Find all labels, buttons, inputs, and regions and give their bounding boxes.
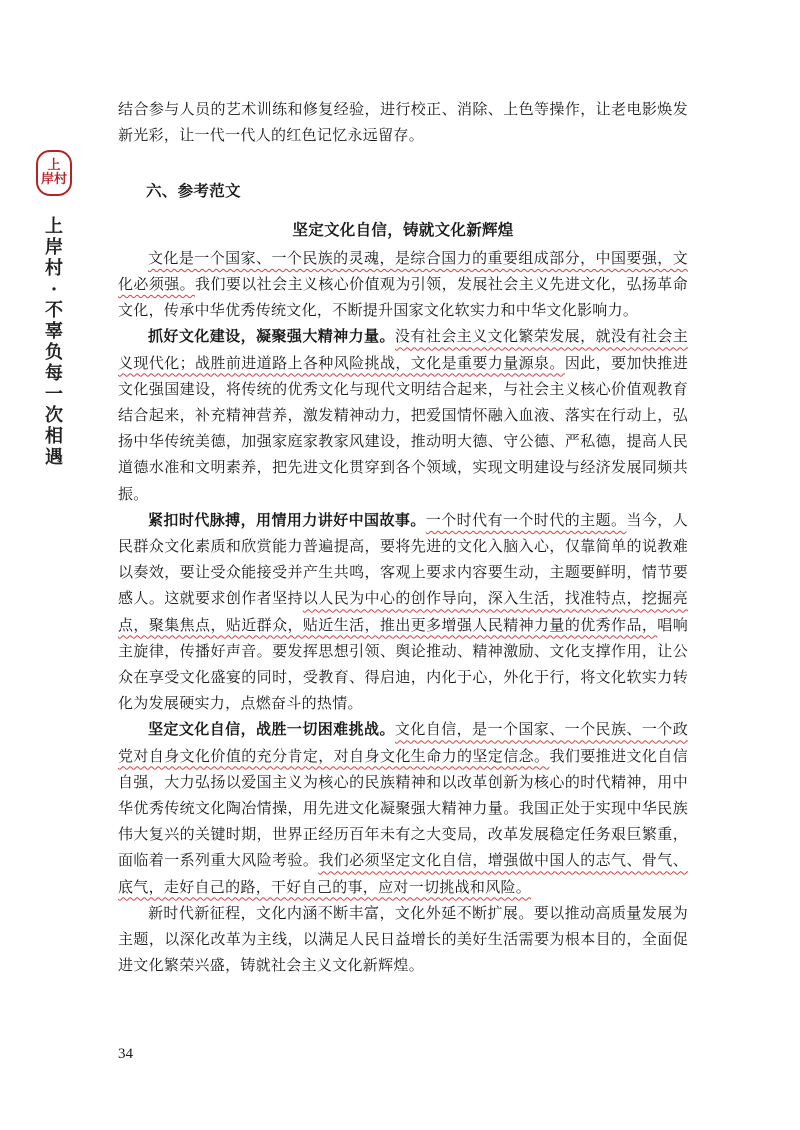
underlined-text: 文化自信，是一个国家、一个民族、一个政党对自身文化价值的充分肯定，对自身文化生命力的坚定信念。: [118, 720, 688, 765]
intro-paragraph: 结合参与人员的艺术训练和修复经验，进行校正、消除、上色等操作，让老电影焕发新光彩，让一代一代人的红色记忆永远留存。: [118, 100, 688, 145]
underlined-text: 文化是一个国家、一个民族的灵魂，是综合国力的重要组成部分，中国要强，文化必须强。: [118, 248, 688, 294]
paragraph-2: [118, 323, 688, 506]
vertical-char: 每: [45, 363, 63, 384]
page-content: [118, 96, 688, 979]
underlined-text: 以人民为中心的创作导向，深入生活，找准特点，挖掘亮点，聚集焦点，贴近群众，贴近生活，推出更多增强人民精神力量的优秀作品，: [118, 589, 688, 634]
vertical-char: 岸: [45, 237, 63, 258]
vertical-char: 次: [45, 405, 63, 426]
paragraph-5: 新时代新征程，文化内涵不断丰富，文化外延不断扩展。要以推动高质量发展为主题，以深化改革为主线，以满足人民日益增长的美好生活需要为根本目的，全面促进文化繁荣兴盛，铸就社会主义文化新辉煌。: [118, 903, 688, 975]
vertical-char: 辜: [45, 321, 63, 342]
paragraph-1: [118, 245, 688, 324]
seal-logo: [36, 150, 72, 196]
vertical-char: 上: [45, 216, 63, 237]
vertical-book-title: [45, 216, 63, 468]
page-number: 34: [118, 1046, 133, 1062]
vertical-char: 一: [45, 384, 63, 405]
paragraph-text: 我们要以社会主义核心价值观为引领，发展社会主义先进文化，弘扬革命文化，传承中华优秀传统文化，不断提升国家文化软实力和中华文化影响力。: [118, 275, 688, 320]
seal-bottom-text: 岸村: [40, 172, 67, 187]
paragraph-text: 当今，人民群众文化素质和欣赏能力普遍提高，要将先进的文化入脑入心，仅靠简单的说教难以奏效，要让受众能接受并产生共鸣，客观上要求内容要生动，主题要鲜明，情节要感人。这就要求创作者坚持: [118, 510, 689, 608]
article-title: 坚定文化自信，铸就文化新辉煌: [292, 219, 514, 239]
vertical-char: 负: [45, 342, 63, 363]
vertical-char: ·: [50, 279, 58, 300]
paragraph-4: [118, 716, 688, 899]
underlined-text: 没有社会主义文化繁荣发展，就没有社会主义现代化；战胜前进道路上各种风险挑战，文化是重要力量源泉。: [118, 327, 688, 372]
vertical-char: 遇: [45, 447, 63, 468]
paragraph-lead: 抓好文化建设，凝聚强大精神力量。: [148, 327, 395, 346]
vertical-char: 相: [45, 426, 63, 447]
vertical-char: 不: [45, 300, 63, 321]
sidebar: [32, 150, 76, 468]
paragraph-3: [118, 507, 688, 717]
underlined-text: 我们必须坚定文化自信，增强做中国人的志气、骨气、底气，走好自己的路，干好自己的事，应对一切挑战和风险。: [118, 851, 689, 896]
paragraph-lead: 坚定文化自信，战胜一切困难挑战。: [148, 720, 395, 739]
section-heading: 六、参考范文: [146, 181, 241, 201]
paragraph-text: 唱响主旋律，传播好声音。要发挥思想引领、舆论推动、精神激励、文化支撑作用，让公众在享受文化盛宴的同时，受教育、得启迪，内化于心，外化于行，将文化软实力转化为发展硬实力，点燃奋斗的热情。: [118, 615, 688, 713]
paragraph-text: 因此，要加快推进文化强国建设，将传统的优秀文化与现代文明结合起来，与社会主义核心价值观教育结合起来，补充精神营养，激发精神动力，把爱国情怀融入血液、落实在行动上，弘扬中华传统美德，加强家庭家教家风建设，推动明大德、守公德、严私德，提高人民道德水准和文明素养，把先进文化贯穿到各个领域，实现文明建设与经济发展同频共振。: [118, 353, 689, 503]
paragraph-text: 我们要推进文化自信自强，大力弘扬以爱国主义为核心的民族精神和以改革创新为核心的时代精神，用中华优秀传统文化陶冶情操，用先进文化凝聚强大精神力量。我国正处于实现中华民族伟大复兴的关键时期，世界正经历百年未有之大变局，改革发展稳定任务艰巨繁重，面临着一系列重大风险考验。: [118, 746, 689, 870]
underlined-text: 一个时代有一个时代的主题。: [425, 510, 627, 529]
vertical-char: 村: [45, 258, 63, 279]
paragraph-lead: 紧扣时代脉搏，用情用力讲好中国故事。: [148, 510, 426, 529]
seal-top-text: 上: [47, 158, 61, 173]
